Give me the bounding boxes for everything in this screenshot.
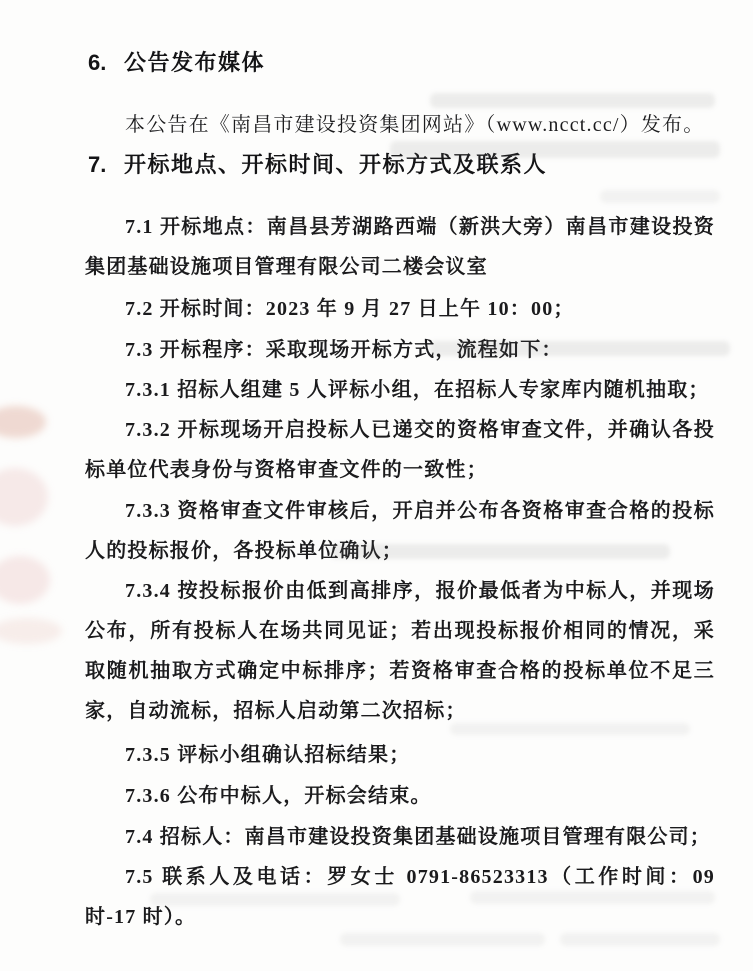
section-number: 7.	[88, 152, 107, 177]
scan-seal-mark	[0, 618, 62, 644]
paragraph-7-5-contact: 7.5 联系人及电话：罗女士 0791-86523313（工作时间：09 时-17 时）。	[85, 866, 715, 928]
paragraph-7-1-location: 7.1 开标地点：南昌县芳湖路西端（新洪大旁）南昌市建设投资集团基础设施项目管理有限公司二楼会议室	[85, 216, 715, 278]
paragraph-7-3-6: 7.3.6 公布中标人，开标会结束。	[125, 785, 432, 807]
section-heading-bid-opening	[88, 150, 547, 180]
scan-seal-mark	[0, 406, 46, 438]
paragraph-7-2-time: 7.2 开标时间：2023 年 9 月 27 日上午 10：00；	[125, 298, 575, 320]
paragraph-7-3-3: 7.3.3 资格审查文件审核后，开启并公布各资格审查合格的投标人的投标报价，各投标单位确认；	[85, 500, 715, 562]
paragraph-7-3-1: 7.3.1 招标人组建 5 人评标小组，在招标人专家库内随机抽取；	[125, 379, 710, 401]
scan-ghost-mark	[600, 190, 720, 203]
scan-seal-mark	[0, 556, 50, 604]
section-title: 公告发布媒体	[124, 50, 266, 75]
paragraph-7-3-4: 7.3.4 按投标报价由低到高排序，报价最低者为中标人，并现场公布，所有投标人在场共同见证；若出现投标报价相同的情况，采取随机抽取方式确定中标排序；若资格审查合格的投标单位不足三家，自动流标，招标人启动第二次招标；	[85, 580, 715, 722]
paragraph-7-3-5: 7.3.5 评标小组确认招标结果；	[125, 744, 411, 766]
paragraph-7-4-tenderer: 7.4 招标人：南昌市建设投资集团基础设施项目管理有限公司；	[125, 826, 711, 848]
scan-seal-mark	[0, 468, 48, 526]
paragraph-announcement-media: 本公告在《南昌市建设投资集团网站》（www.ncct.cc/）发布。	[125, 114, 705, 136]
section-number: 6.	[88, 50, 107, 75]
section-title: 开标地点、开标时间、开标方式及联系人	[124, 152, 548, 177]
paragraph-7-3-procedure: 7.3 开标程序：采取现场开标方式，流程如下：	[125, 339, 563, 361]
paragraph-7-3-2: 7.3.2 开标现场开启投标人已递交的资格审查文件，并确认各投标单位代表身份与资格审查文件的一致性；	[85, 419, 715, 481]
section-heading-announcement-media	[88, 48, 265, 78]
